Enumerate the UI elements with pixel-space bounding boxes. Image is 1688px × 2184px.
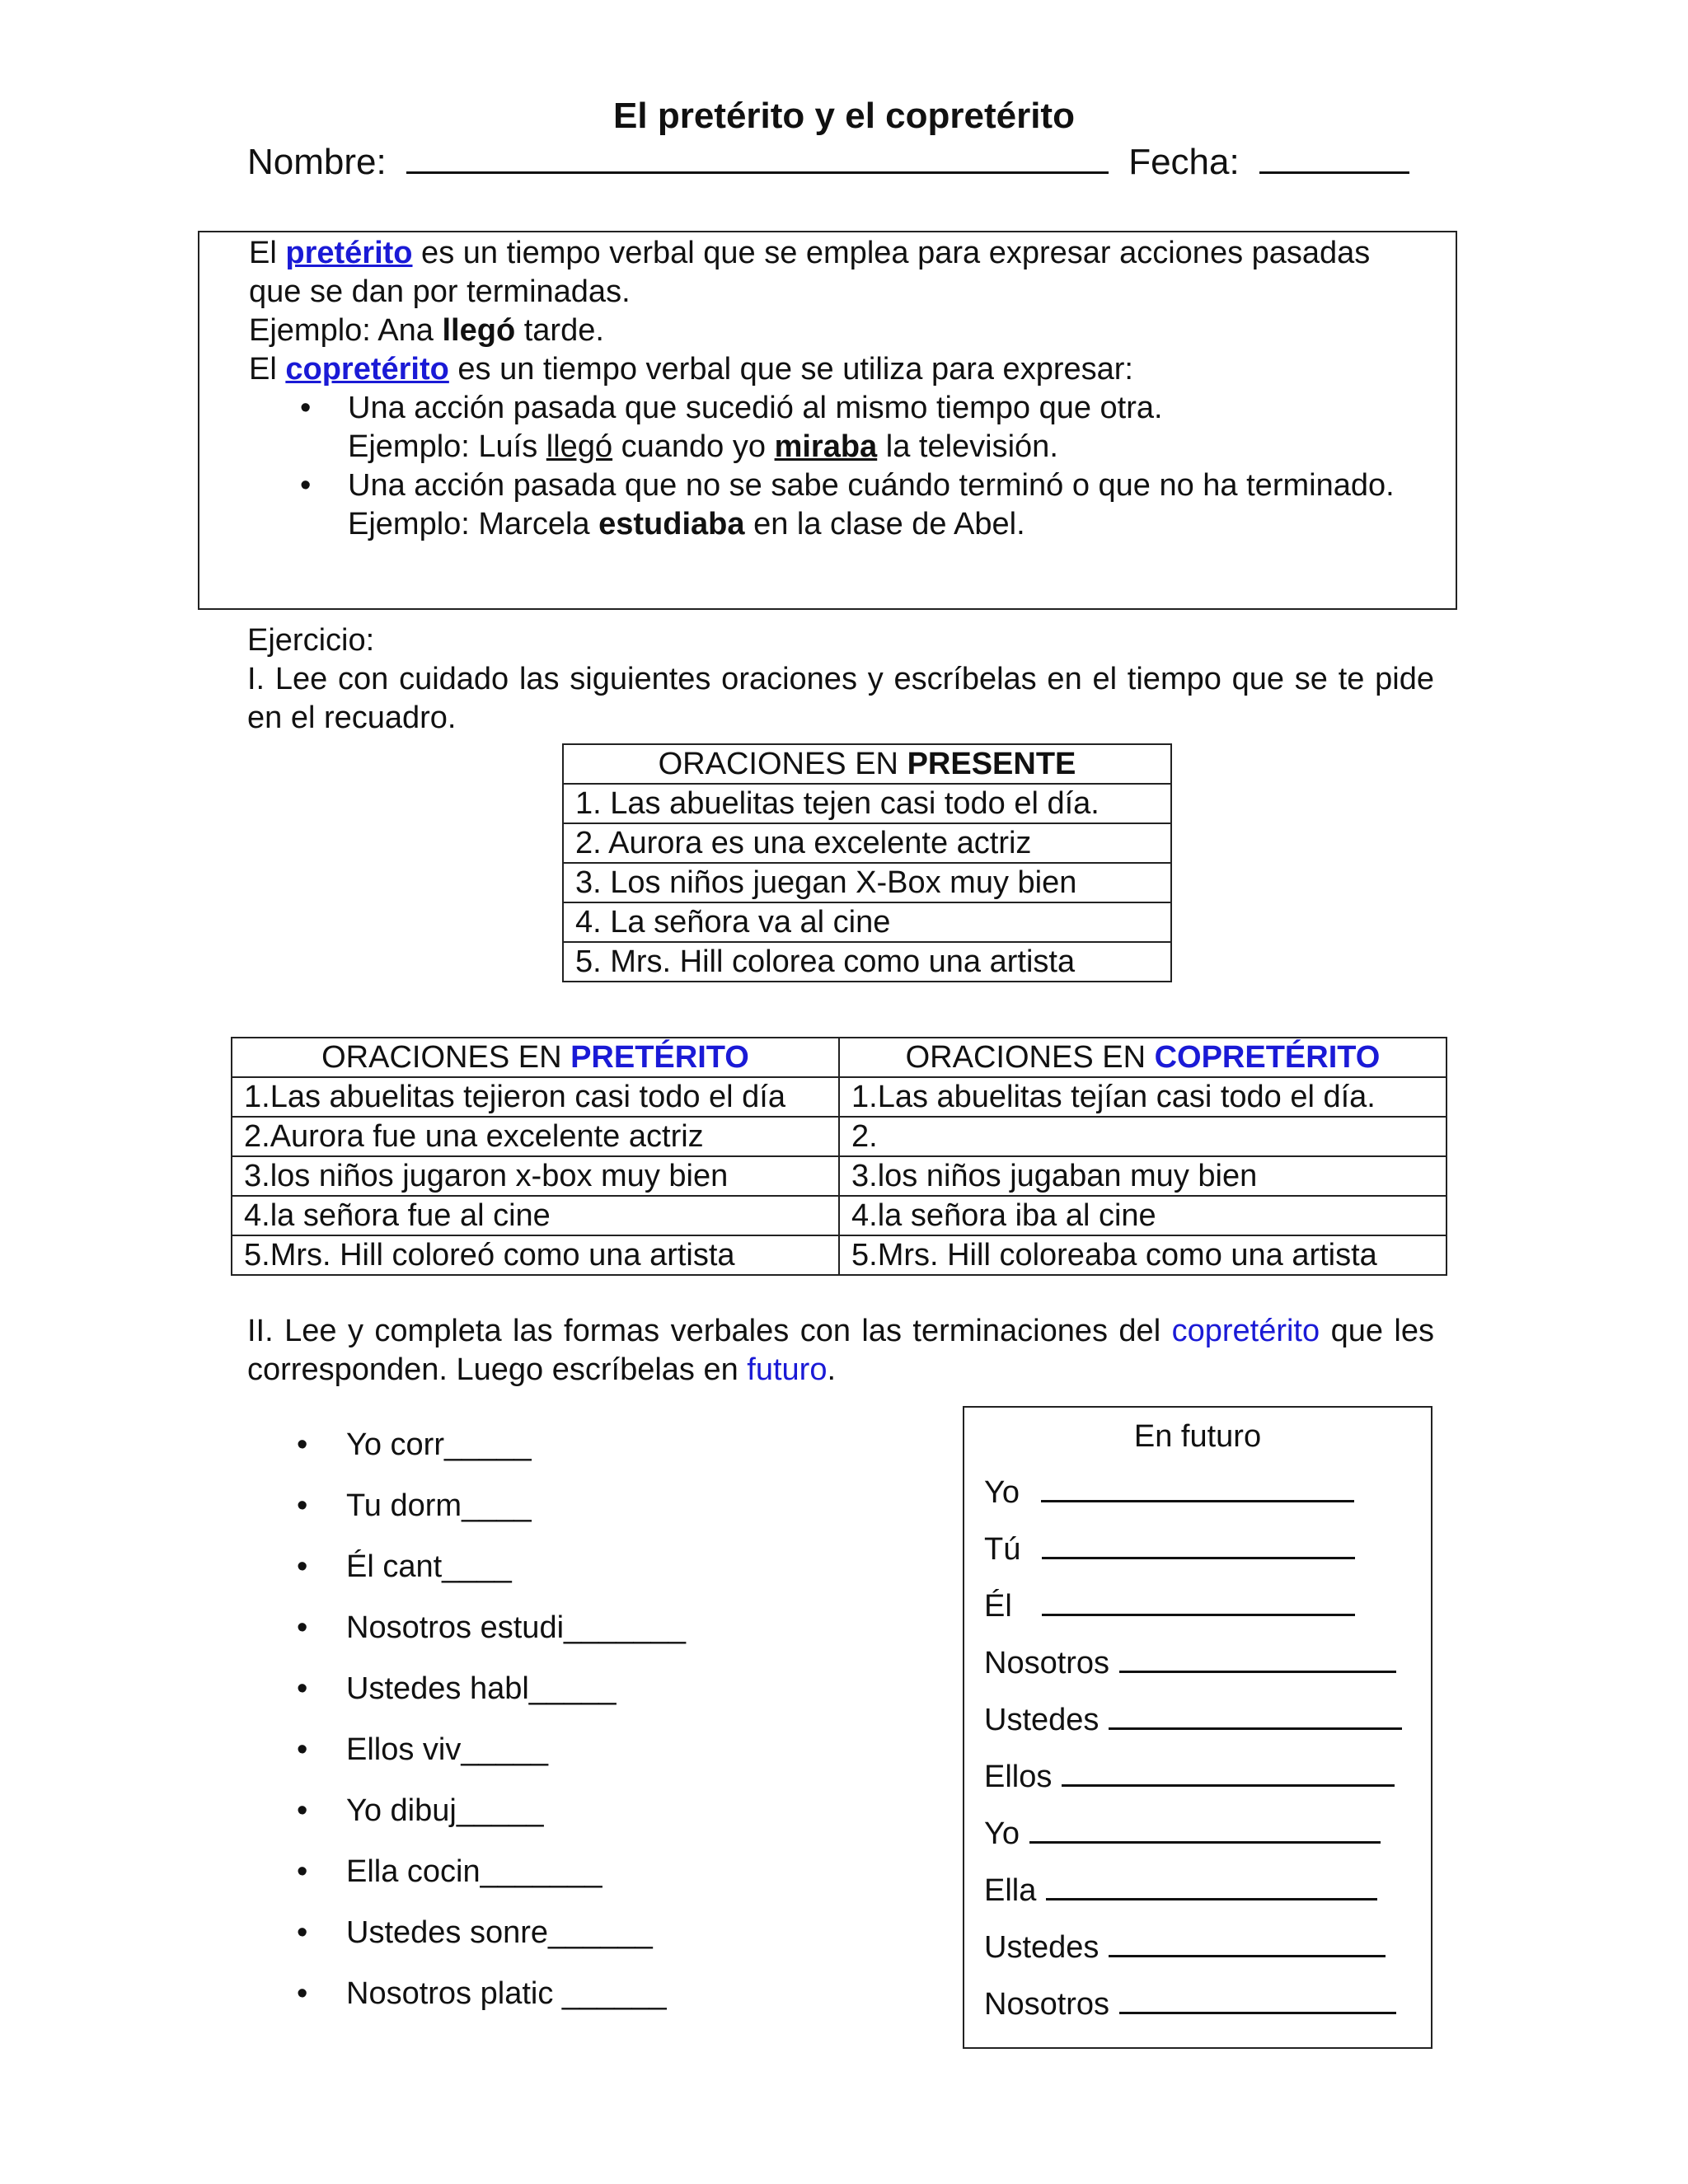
futuro-link-text: futuro <box>747 1352 828 1387</box>
exercise-label: Ejercicio: <box>247 623 375 658</box>
table-cell: 3.los niños jugaron x-box muy bien <box>232 1156 839 1196</box>
name-date-line <box>247 142 1409 183</box>
bullet-icon: • <box>297 1854 308 1889</box>
future-row[interactable]: Yo <box>984 1816 1381 1852</box>
future-row[interactable]: Él <box>984 1589 1355 1624</box>
bullet-example: Ejemplo: Marcela estudiaba en la clase de Abel. <box>348 507 1025 541</box>
copreterito-term: copretérito <box>285 352 449 387</box>
future-row[interactable]: Ellos <box>984 1760 1395 1795</box>
date-label: Fecha: <box>1128 142 1240 182</box>
table-cell: 1.Las abuelitas tejían casi todo el día. <box>839 1077 1447 1117</box>
future-row[interactable]: Nosotros <box>984 1646 1396 1681</box>
future-row[interactable]: Nosotros <box>984 1987 1396 2022</box>
preterito-term: pretérito <box>285 236 413 270</box>
definition-bullets <box>249 389 1431 544</box>
future-box <box>963 1406 1432 2049</box>
table-row: 2. Aurora es una excelente actriz <box>563 823 1171 863</box>
definition-example-1: Ejemplo: Ana llegó tarde. <box>249 313 604 348</box>
future-row[interactable]: Ustedes <box>984 1930 1386 1966</box>
name-blank[interactable] <box>406 147 1109 174</box>
bullet-example: Ejemplo: Luís llegó cuando yo miraba la televisión. <box>348 429 1058 464</box>
bullet-icon: • <box>297 1732 308 1767</box>
bullet-icon: • <box>297 1915 308 1950</box>
bullet-item: • Una acción pasada que sucedió al mismo tiempo que otra. Ejemplo: Luís llegó cuando yo miraba la televisión. <box>300 391 1163 464</box>
name-label: Nombre: <box>247 142 387 182</box>
exercise-instruction: I. Lee con cuidado las siguientes oraciones y escríbelas en el tiempo que se te pide en el recuadro. <box>247 662 1434 735</box>
present-table <box>562 743 1172 982</box>
bullet-icon: • <box>297 1427 308 1462</box>
table-cell: 4.la señora iba al cine <box>839 1196 1447 1235</box>
table-row: 1. Las abuelitas tejen casi todo el día. <box>563 784 1171 823</box>
bullet-icon: • <box>297 1610 308 1645</box>
future-row[interactable]: Yo <box>984 1475 1354 1511</box>
definition-box <box>198 231 1457 610</box>
past-tenses-table <box>231 1037 1447 1276</box>
bullet-icon: • <box>300 468 312 503</box>
table-cell: 5.Mrs. Hill coloreaba como una artista <box>839 1235 1447 1275</box>
bullet-icon: • <box>297 1549 308 1584</box>
bullet-icon: • <box>300 391 312 425</box>
table-cell: 4.la señora fue al cine <box>232 1196 839 1235</box>
table-cell[interactable]: 2. <box>839 1117 1447 1156</box>
table-cell: 5.Mrs. Hill coloreó como una artista <box>232 1235 839 1275</box>
bullet-item: • Una acción pasada que no se sabe cuándo terminó o que no ha terminado. Ejemplo: Marcela estudiaba en la clase de Abel. <box>300 468 1395 541</box>
bullet-icon: • <box>297 1976 308 2011</box>
table-cell: 1.Las abuelitas tejieron casi todo el día <box>232 1077 839 1117</box>
bullet-icon: • <box>297 1671 308 1706</box>
table-cell: 2.Aurora fue una excelente actriz <box>232 1117 839 1156</box>
table-row: 5. Mrs. Hill colorea como una artista <box>563 942 1171 982</box>
table-row: 3. Los niños juegan X-Box muy bien <box>563 863 1171 902</box>
definition-line-4: El copretérito es un tiempo verbal que se utiliza para expresar: <box>249 352 1133 387</box>
page-title: El pretérito y el copretérito <box>613 96 1075 136</box>
table-cell: 3.los niños jugaban muy bien <box>839 1156 1447 1196</box>
definition-line-2: que se dan por terminadas. <box>249 274 631 309</box>
bullet-icon: • <box>297 1793 308 1828</box>
future-box-heading: En futuro <box>1133 1419 1262 1454</box>
future-row[interactable]: Ella <box>984 1873 1377 1909</box>
preterito-column-header: ORACIONES EN PRETÉRITO <box>232 1038 839 1077</box>
future-row[interactable]: Tú <box>984 1532 1355 1568</box>
date-blank[interactable] <box>1259 147 1409 174</box>
definition-line-1: El pretérito es un tiempo verbal que se emplea para expresar acciones pasadas <box>249 236 1371 270</box>
table-row: 4. La señora va al cine <box>563 902 1171 942</box>
copreterito-link-text: copretérito <box>1171 1314 1320 1348</box>
present-table-header: ORACIONES EN PRESENTE <box>563 744 1171 784</box>
exercise-intro <box>247 621 1434 738</box>
future-row[interactable]: Ustedes <box>984 1703 1402 1738</box>
part2-instruction: II. Lee y completa las formas verbales con las terminaciones del copretérito que les corresponden. Luego escríbelas en futuro. <box>247 1314 1434 1387</box>
copreterito-column-header: ORACIONES EN COPRETÉRITO <box>839 1038 1447 1077</box>
bullet-icon: • <box>297 1488 308 1523</box>
